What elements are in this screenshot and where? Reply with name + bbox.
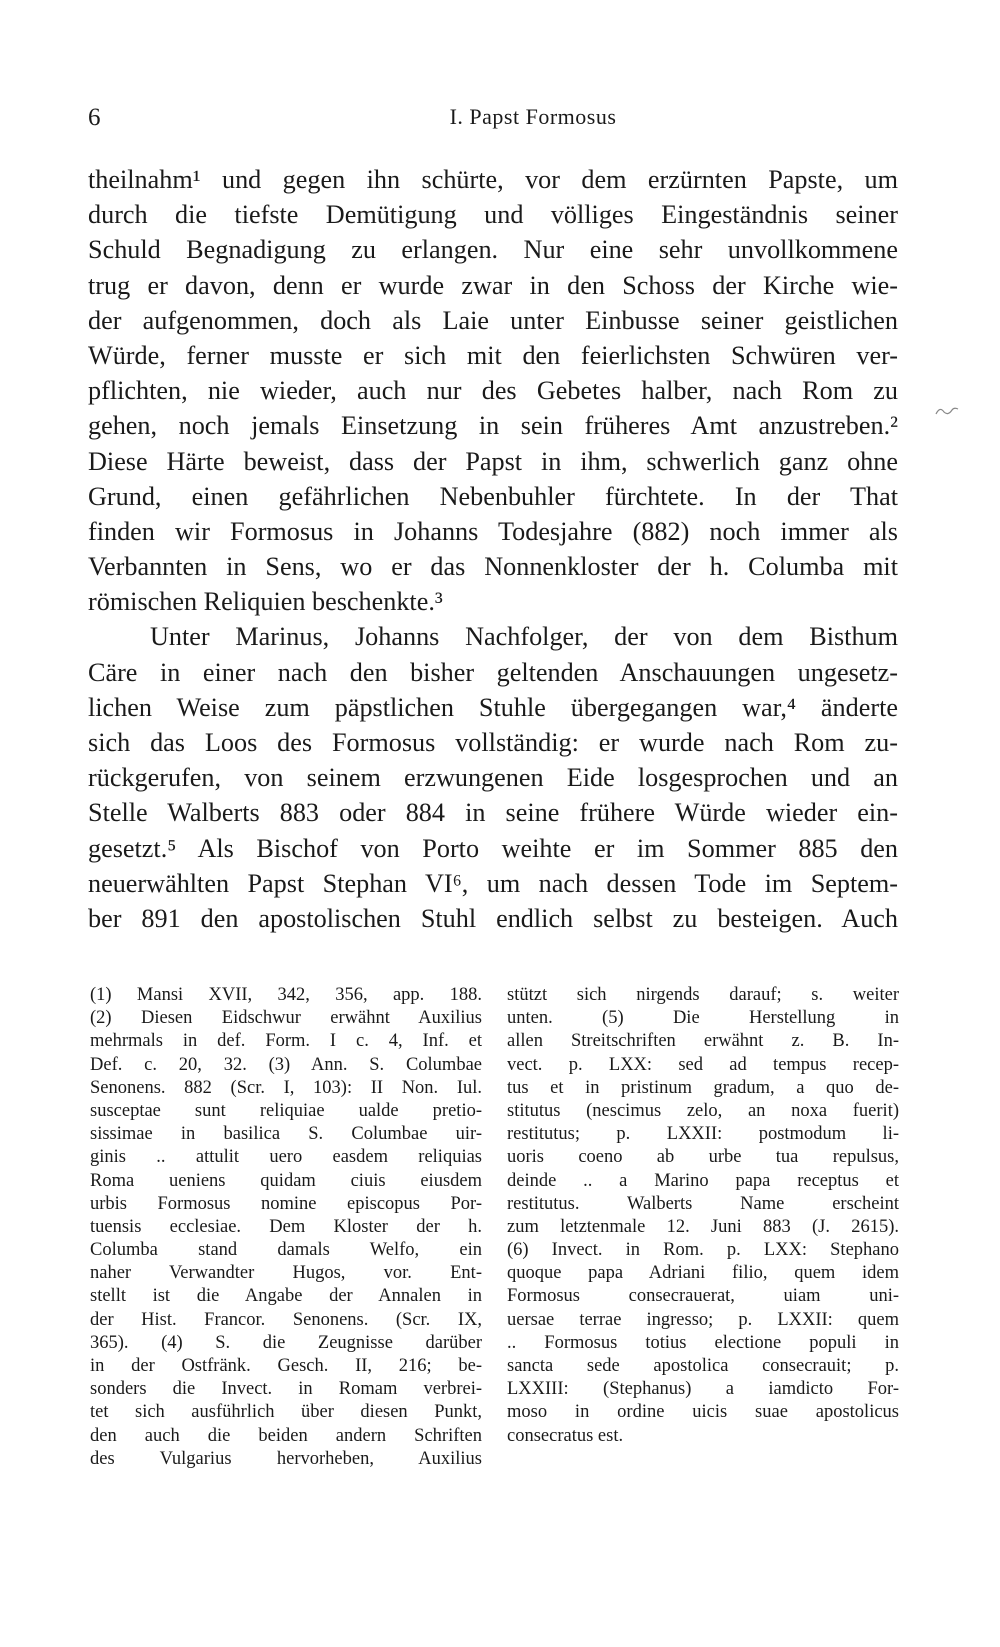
footnote-line: stützt sich nirgends darauf; s. weiter xyxy=(507,985,899,1005)
footnote-line: Columba stand damals Welfo, ein xyxy=(90,1240,482,1261)
footnote-line: stellt ist die Angabe der Annalen in xyxy=(90,1286,482,1307)
footnote-line: susceptae sunt reliquiae ualde pretio- xyxy=(90,1100,482,1121)
text-line: durch die tiefste Demütigung und völliges Eingeständnis seiner xyxy=(88,200,898,230)
footnote-line: tet sich ausführlich über diesen Punkt, xyxy=(90,1402,482,1423)
footnote-line: LXXIII: (Stephanus) a iamdicto For- xyxy=(507,1379,899,1400)
footnote-line: deinde .. a Marino papa receptus et xyxy=(507,1170,899,1191)
text-line: Stelle Walberts 883 oder 884 in seine frühere Würde wieder ein- xyxy=(88,798,898,828)
text-line: Schuld Begnadigung zu erlangen. Nur eine sehr unvollkommene xyxy=(88,235,898,265)
footnote-line: restitutus; p. LXXII: postmodum li- xyxy=(507,1124,899,1145)
text-line: sich das Loos des Formosus vollständig: er wurde nach Rom zu- xyxy=(88,728,898,757)
footnote-line: unten. (5) Die Herstellung in xyxy=(507,1008,899,1029)
footnote-line: tuensis ecclesiae. Dem Kloster der h. xyxy=(90,1216,482,1237)
text-line: Unter Marinus, Johanns Nachfolger, der von dem Bisthum xyxy=(150,622,898,652)
footnote-line: Formosus consecrauerat, uiam uni- xyxy=(507,1286,899,1307)
footnotes-section xyxy=(90,984,900,1544)
footnote-line: sonders die Invect. in Romam verbrei- xyxy=(90,1379,482,1400)
text-line: lichen Weise zum päpstlichen Stuhle übergegangen war,⁴ änderte xyxy=(88,692,898,722)
footnote-line: Def. c. 20, 32. (3) Ann. S. Columbae xyxy=(90,1054,482,1075)
footnote-line: zum letztenmale 12. Juni 883 (J. 2615). xyxy=(507,1216,899,1237)
footnote-line: des Vulgarius hervorheben, Auxilius xyxy=(90,1448,482,1469)
text-line: Verbannten in Sens, wo er das Nonnenkloster der h. Columba mit xyxy=(88,552,898,582)
footnotes-right-column xyxy=(507,984,899,1448)
footnote-line: (2) Diesen Eidschwur erwähnt Auxilius xyxy=(90,1008,482,1029)
text-line: Cäre in einer nach den bisher geltenden Anschauungen ungesetz- xyxy=(88,657,898,687)
footnote-line: stitutus (nescimus zelo, an noxa fuerit) xyxy=(507,1100,899,1121)
footnote-line: consecratus est. xyxy=(507,1425,624,1446)
text-line: Würde, ferner musste er sich mit den feierlichsten Schwüren ver- xyxy=(88,340,898,370)
footnote-line: moso in ordine uicis suae apostolicus xyxy=(507,1402,899,1423)
footnote-line: der Hist. Francor. Senonens. (Scr. IX, xyxy=(90,1309,482,1330)
footnote-line: naher Verwandter Hugos, vor. Ent- xyxy=(90,1263,482,1284)
text-line: finden wir Formosus in Johanns Todesjahre (882) noch immer als xyxy=(88,516,898,546)
footnote-line: urbis Formosus nomine episcopus Por- xyxy=(90,1193,482,1214)
footnote-line: Roma ueniens quidam ciuis eiusdem xyxy=(90,1170,482,1191)
footnote-line: .. Formosus totius electione populi in xyxy=(507,1332,899,1353)
footnote-line: in der Ostfränk. Gesch. II, 216; be- xyxy=(90,1356,482,1376)
footnote-line: allen Streitschriften erwähnt z. B. In- xyxy=(507,1031,899,1052)
text-line: neuerwählten Papst Stephan VI⁶, um nach dessen Tode im Septem- xyxy=(88,868,898,898)
text-line: der aufgenommen, doch als Laie unter Einbusse seiner geistlichen xyxy=(88,305,898,335)
footnote-line: vect. p. LXX: sed ad tempus recep- xyxy=(507,1054,899,1075)
text-line: rückgerufen, von seinem erzwungenen Eide losgesprochen und an xyxy=(88,763,898,793)
footnote-line: ginis .. attulit uero easdem reliquias xyxy=(90,1147,482,1168)
text-line: Diese Härte beweist, dass der Papst in ihm, schwerlich ganz ohne xyxy=(88,446,898,476)
footnote-line: Senonens. 882 (Scr. I, 103): II Non. Iul. xyxy=(90,1077,482,1098)
text-line: trug er davon, denn er wurde zwar in den Schoss der Kirche wie- xyxy=(88,270,898,300)
text-line: gehen, noch jemals Einsetzung in sein früheres Amt anzustreben.² xyxy=(88,411,898,441)
text-line: theilnahm¹ und gegen ihn schürte, vor dem erzürnten Papste, um xyxy=(88,165,898,194)
footnote-line: sissimae in basilica S. Columbae uir- xyxy=(90,1124,482,1145)
footnote-line: restitutus. Walberts Name erscheint xyxy=(507,1193,899,1214)
pencil-margin-mark xyxy=(934,404,960,418)
footnote-line: uersae terrae ingresso; p. LXXII: quem xyxy=(507,1309,899,1330)
footnote-line: mehrmals in def. Form. I c. 4, Inf. et xyxy=(90,1031,482,1052)
text-line: gesetzt.⁵ Als Bischof von Porto weihte er im Sommer 885 den xyxy=(88,833,898,863)
footnote-line: 365). (4) S. die Zeugnisse darüber xyxy=(90,1332,482,1353)
footnote-line: tus et in pristinum gradum, a quo de- xyxy=(507,1077,899,1098)
footnote-line: quoque papa Adriani filio, quem idem xyxy=(507,1263,899,1284)
running-title: I. Papst Formosus xyxy=(449,104,617,129)
text-line: römischen Reliquien beschenkte.³ xyxy=(88,587,443,617)
text-line: pflichten, nie wieder, auch nur des Gebetes halber, nach Rom zu xyxy=(88,376,898,406)
footnote-line: (1) Mansi XVII, 342, 356, app. 188. xyxy=(90,985,482,1005)
footnote-line: sancta sede apostolica consecrauit; p. xyxy=(507,1356,899,1376)
main-text xyxy=(88,162,898,936)
page-number: 6 xyxy=(88,104,101,131)
text-line: Grund, einen gefährlichen Nebenbuhler fürchtete. In der That xyxy=(88,481,898,511)
footnote-line: (6) Invect. in Rom. p. LXX: Stephano xyxy=(507,1240,899,1261)
page-header xyxy=(88,104,912,134)
text-line: ber 891 den apostolischen Stuhl endlich selbst zu besteigen. Auch xyxy=(88,903,898,933)
footnote-line: uoris coeno ab urbe tua repulsus, xyxy=(507,1147,899,1168)
footnote-line: den auch die beiden andern Schriften xyxy=(90,1425,482,1446)
footnotes-left-column xyxy=(90,984,482,1471)
